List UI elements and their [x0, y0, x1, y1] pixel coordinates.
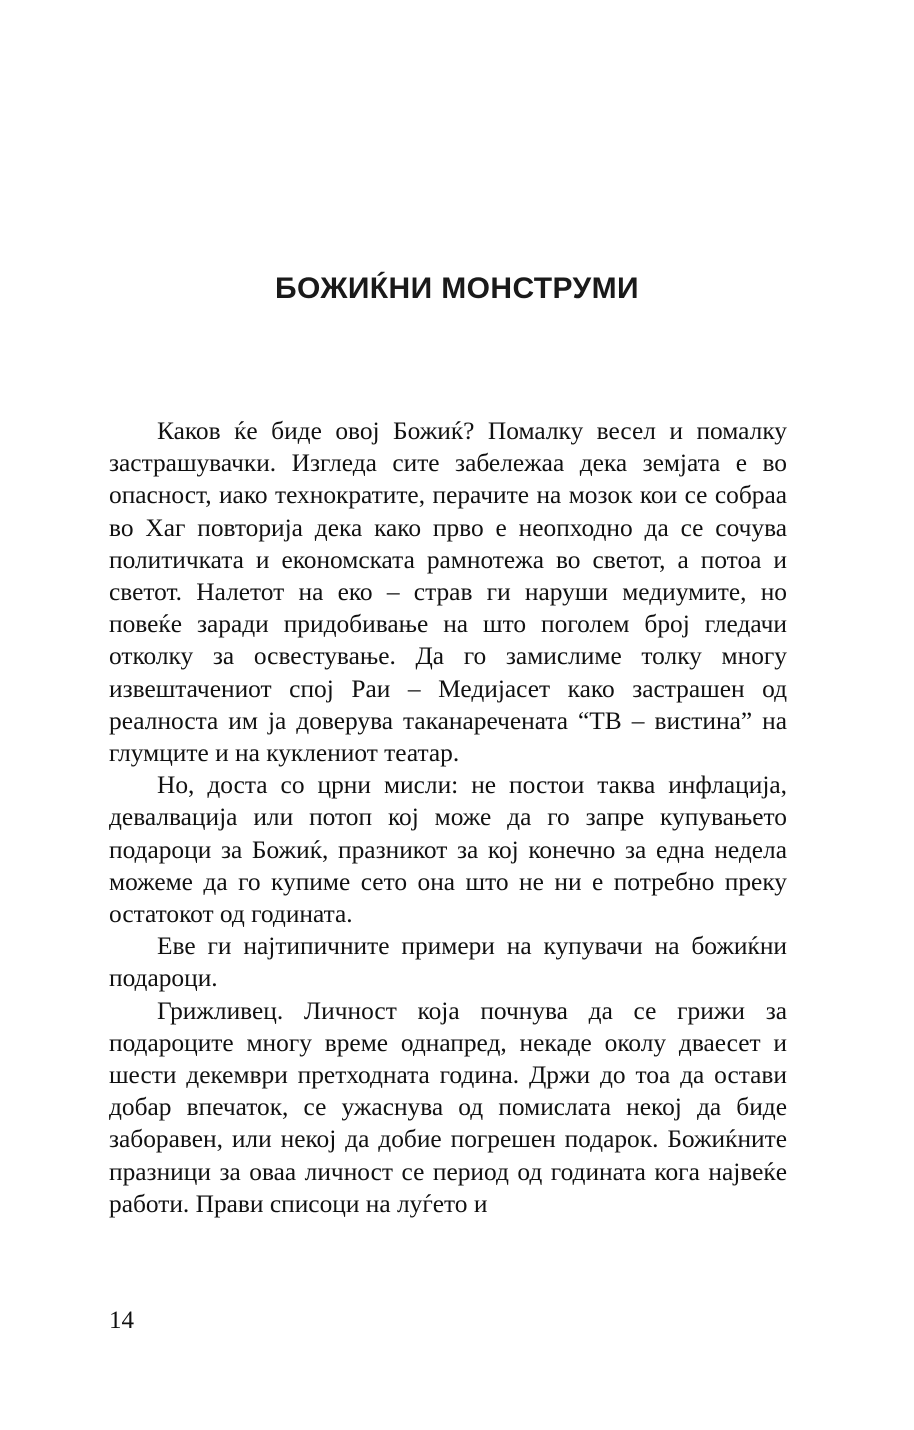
body-text-block — [109, 415, 787, 1220]
page-title: БОЖИЌНИ МОНСТРУМИ — [275, 272, 639, 305]
paragraph: Грижливец. Личност која почнува да се грижи за подароците многу време однапред, некаде околу дваесет и шести декември претходната година. Држи до тоа да остави добар впечаток, се ужаснува од помислата некој да биде заборавен, или некој да добие погрешен подарок. Божиќните празници за оваа личност се период од годината кога највеќе работи. Прави списоци на луѓето и — [109, 996, 787, 1218]
page-number: 14 — [109, 1307, 134, 1334]
paragraph: Но, доста со црни мисли: не постои таква инфлација, девалвација или потоп кој може да го запре купувањето подароци за Божиќ, празникот за кој конечно за една недела можеме да го купиме сето она што не ни е потребно преку остатокот од годината. — [109, 771, 787, 929]
paragraph: Еве ги најтипичните примери на купувачи на божиќни подароци. — [109, 932, 787, 993]
paragraph: Каков ќе биде овој Божиќ? Помалку весел и помалку застрашувачки. Изгледа сите забележаа дека земјата е во опасност, иако технократите, перачите на мозок кои се собраа во Хаг повторија дека како прво е неопходно да се сочува политичката и економската рамнотежа во светот, а потоа и светот. Налетот на еко – страв ги наруши медиумите, но повеќе заради придобивање на што поголем број гледачи отколку за освестување. Да го замислиме толку многу извештачениот спој Раи – Медијасет како застрашен од реалноста им ја доверува таканаречената “ТВ – вистина” на глумците и на куклениот театар. — [109, 417, 787, 768]
